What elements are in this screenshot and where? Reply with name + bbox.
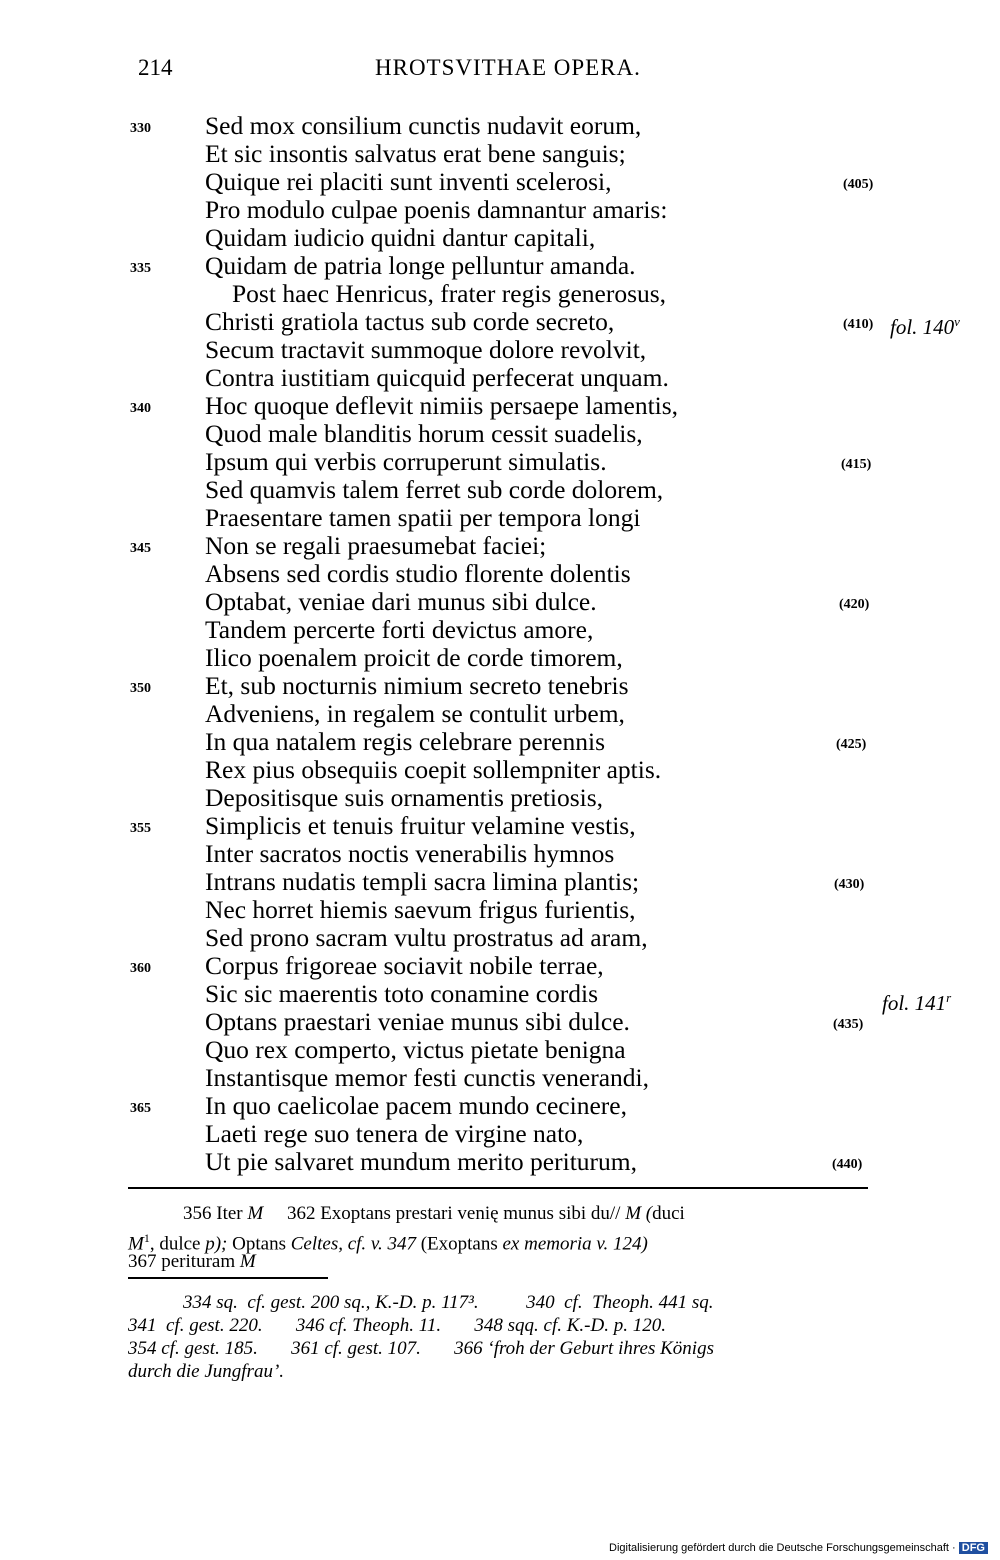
verse-line: Inter sacratos noctis venerabilis hymnos — [205, 839, 615, 868]
running-title: HROTSVITHAE OPERA. — [375, 55, 641, 80]
verse-line: Christi gratiola tactus sub corde secreto, — [205, 307, 615, 336]
verse-line: Quod male blanditis horum cessit suadelis, — [205, 419, 643, 448]
source-line: 354 cf. gest. 185. 361 cf. gest. 107. 366 ‘froh der Geburt ihres Königs — [128, 1338, 714, 1359]
apparatus-line: 367 perituram M — [128, 1251, 256, 1272]
bracket-line-number: (440) — [832, 1157, 863, 1172]
apparatus-rule — [128, 1187, 868, 1189]
verse-line: Laeti rege suo tenera de virgine nato, — [205, 1119, 584, 1148]
folio-marker: fol. 140$^v$ — [890, 314, 960, 339]
bracket-line-number: (435) — [833, 1017, 864, 1032]
bracket-line-number: (410) — [843, 317, 874, 332]
verse-line: Depositisque suis ornamentis pretiosis, — [205, 783, 604, 812]
verse-line: Pro modulo culpae poenis damnantur amaris: — [205, 195, 668, 224]
folio-marker: fol. 141$^r$ — [882, 990, 952, 1015]
verse-line: Quidam iudicio quidni dantur capitali, — [205, 223, 596, 252]
verse-line: Sic sic maerentis toto conamine cordis — [205, 979, 599, 1008]
source-line: 334 sq. cf. gest. 200 sq., K.-D. p. 117³. 340 cf. Theoph. 441 sq. — [183, 1292, 714, 1313]
dfg-logo: DFG — [959, 1542, 988, 1554]
line-number: 350 — [130, 681, 151, 696]
verse-line: Et, sub nocturnis nimium secreto tenebris — [205, 671, 629, 700]
source-line: 341 cf. gest. 220. 346 cf. Theoph. 11. 348 sqq. cf. K.-D. p. 120. — [128, 1315, 666, 1336]
line-number: 355 — [130, 821, 151, 836]
verse-line: Optabat, veniae dari munus sibi dulce. — [205, 587, 597, 616]
verse-line: Quo rex comperto, victus pietate benigna — [205, 1035, 626, 1064]
line-number: 340 — [130, 401, 151, 416]
bracket-line-number: (430) — [834, 877, 865, 892]
verse-line: Post haec Henricus, frater regis generosus, — [232, 279, 667, 308]
verse-line: Adveniens, in regalem se contulit urbem, — [205, 699, 625, 728]
bracket-line-number: (420) — [839, 597, 870, 612]
verse-line: Sed quamvis talem ferret sub corde dolorem, — [205, 475, 664, 504]
verse-line: In qua natalem regis celebrare perennis — [205, 727, 606, 756]
sources-rule — [128, 1277, 328, 1279]
verse-line: Quidam de patria longe pelluntur amanda. — [205, 251, 636, 280]
verse-line: Quique rei placiti sunt inventi scelerosi, — [205, 167, 612, 196]
digitization-credit: Digitalisierung gefördert durch die Deutsche Forschungsgemeinschaft · DFG — [609, 1542, 988, 1554]
verse-line: Sed mox consilium cunctis nudavit eorum, — [205, 111, 642, 140]
verse-line: Intrans nudatis templi sacra limina plantis; — [205, 867, 640, 896]
verse-line: Nec horret hiemis saevum frigus furientis, — [205, 895, 636, 924]
verse-line: Praesentare tamen spatii per tempora longi — [205, 503, 641, 532]
verse-line: Secum tractavit summoque dolore revolvit, — [205, 335, 647, 364]
apparatus-line: 356 Iter M 362 Exoptans prestari venię munus sibi du// M (duci — [183, 1203, 685, 1224]
verse-line: Ilico poenalem proicit de corde timorem, — [205, 643, 623, 672]
verse-line: Tandem percerte forti devictus amore, — [205, 615, 594, 644]
verse-line: Sed prono sacram vultu prostratus ad aram, — [205, 923, 648, 952]
verse-line: Et sic insontis salvatus erat bene sanguis; — [205, 139, 626, 168]
line-number: 335 — [130, 261, 151, 276]
apparatus-line: $M^1$, dulce p); Optans Celtes, cf. v. 347 (Exoptans ex memoria v. 124) — [128, 1231, 648, 1255]
bracket-line-number: (415) — [841, 457, 872, 472]
source-line: durch die Jungfrau’. — [128, 1361, 285, 1382]
line-number: 345 — [130, 541, 151, 556]
verse-line: Hoc quoque deflevit nimiis persaepe lamentis, — [205, 391, 679, 420]
verse-line: Non se regali praesumebat faciei; — [205, 531, 547, 560]
verse-line: Rex pius obsequiis coepit sollempniter aptis. — [205, 755, 662, 784]
verse-line: Simplicis et tenuis fruitur velamine vestis, — [205, 811, 636, 840]
verse-line: Instantisque memor festi cunctis venerandi, — [205, 1063, 649, 1092]
bracket-line-number: (405) — [843, 177, 874, 192]
verse-line: Absens sed cordis studio florente dolentis — [205, 559, 631, 588]
line-number: 360 — [130, 961, 151, 976]
verse-line: In quo caelicolae pacem mundo cecinere, — [205, 1091, 627, 1120]
line-number: 365 — [130, 1101, 151, 1116]
verse-line: Ut pie salvaret mundum merito periturum, — [205, 1147, 637, 1176]
line-number: 330 — [130, 121, 151, 136]
verse-line: Contra iustitiam quicquid perfecerat unquam. — [205, 363, 669, 392]
verse-line: Ipsum qui verbis corruperunt simulatis. — [205, 447, 607, 476]
verse-line: Corpus frigoreae sociavit nobile terrae, — [205, 951, 604, 980]
bracket-line-number: (425) — [836, 737, 867, 752]
page-number: 214 — [138, 55, 173, 80]
verse-line: Optans praestari veniae munus sibi dulce. — [205, 1007, 630, 1036]
